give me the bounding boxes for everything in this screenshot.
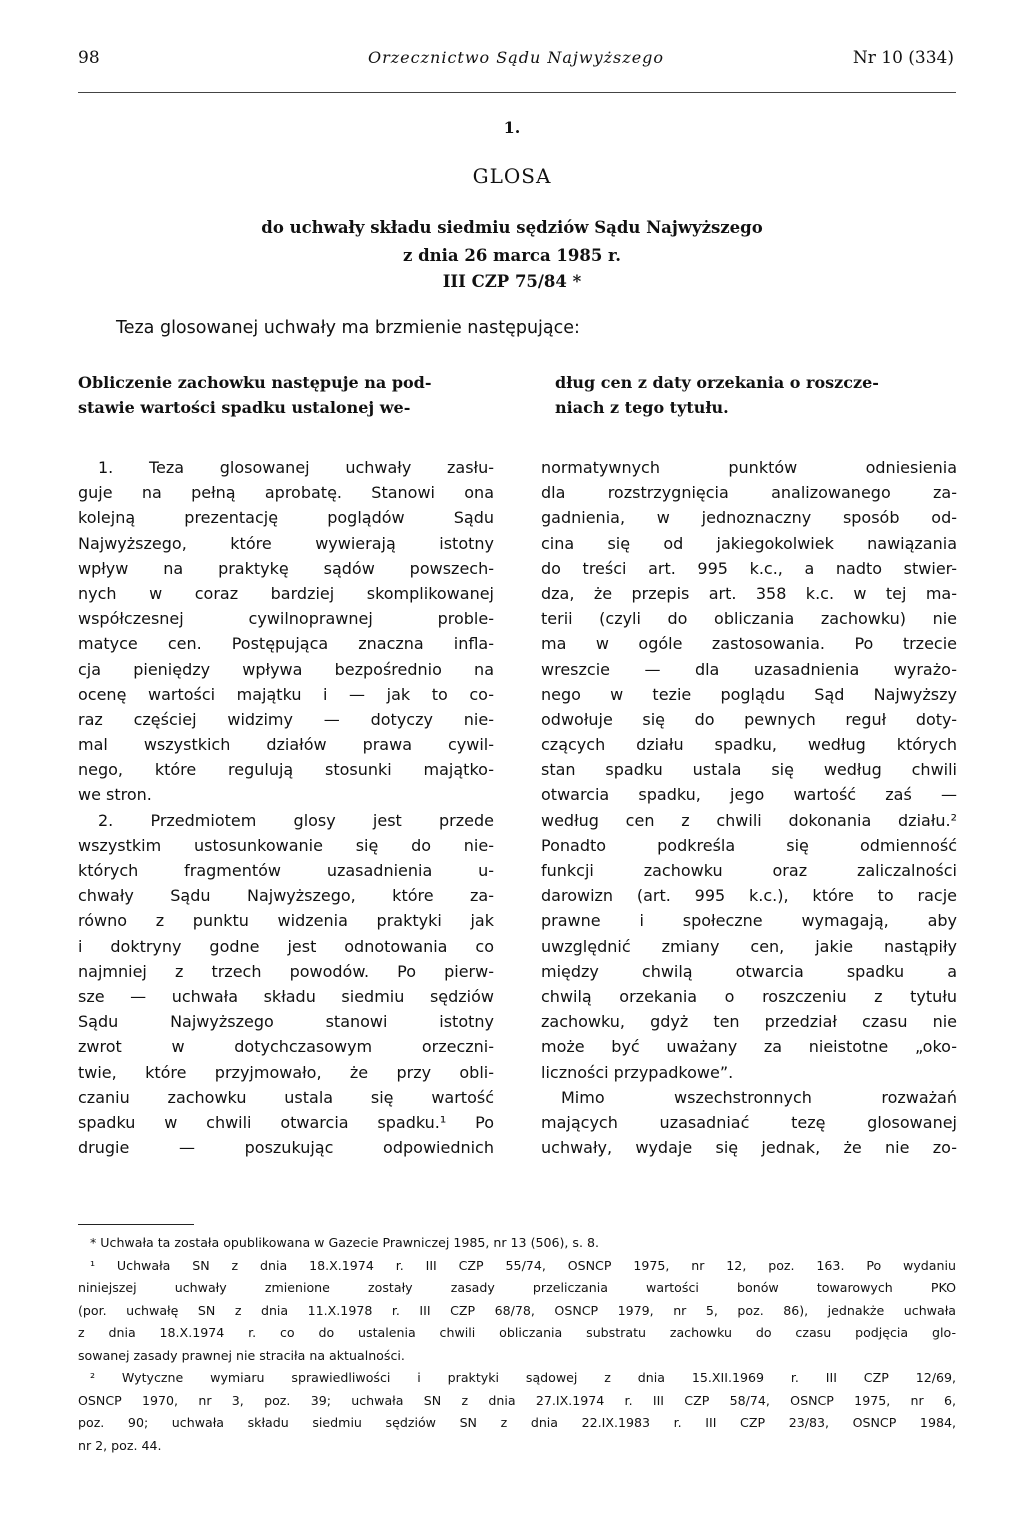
article-title: GLOSA: [472, 164, 552, 188]
section-number: 1.: [503, 118, 521, 137]
intro-line: Teza glosowanej uchwały ma brzmienie następujące:: [116, 318, 580, 338]
body-line: dla rozstrzygnięcia analizowanego za-: [541, 483, 957, 503]
footnote-rule: [78, 1224, 194, 1225]
body-line: równo z punktu widzenia praktyki jak: [78, 911, 494, 931]
body-line: Mimo wszechstronnych rozważań: [561, 1087, 957, 1107]
body-line: kolejną prezentację poglądów Sądu: [78, 508, 494, 528]
body-line: prawne i społeczne wymagają, aby: [541, 911, 957, 931]
thesis-line: stawie wartości spadku ustalonej we-: [78, 398, 411, 417]
body-line: matyce cen. Postępująca znaczna infla-: [78, 634, 494, 654]
body-line: odwołuje się do pewnych reguł doty-: [541, 709, 957, 729]
footnote-line: OSNCP 1970, nr 3, poz. 39; uchwała SN z dnia 27.IX.1974 r. III CZP 58/74, OSNCP 1975, nr 6,: [78, 1392, 956, 1408]
footnote-line: poz. 90; uchwała składu siedmiu sędziów SN z dnia 22.IX.1983 r. III CZP 23/83, OSNCP 1984,: [78, 1415, 956, 1430]
thesis-line: Obliczenie zachowku następuje na pod-: [78, 373, 432, 392]
body-left-column: [78, 455, 494, 1160]
footnote-line: nr 2, poz. 44.: [78, 1437, 162, 1453]
header-rule: [78, 92, 956, 93]
thesis-line: dług cen z daty orzekania o roszcze-: [555, 373, 879, 392]
body-line: czaniu zachowku ustala się wartość: [78, 1087, 494, 1107]
body-line: najmniej z trzech powodów. Po pierw-: [78, 961, 494, 981]
body-line: może być uważany za nieistotne „oko-: [541, 1037, 957, 1057]
case-reference: III CZP 75/84 *: [442, 272, 582, 291]
body-line: liczności przypadkowe”.: [541, 1062, 734, 1082]
body-line: Najwyższego, które wywierają istotny: [78, 533, 494, 553]
body-line: 2. Przedmiotem glosy jest przede: [98, 810, 494, 830]
body-line: i doktryny godne jest odnotowania co: [78, 936, 494, 956]
footnote-line: niniejszej uchwały zmienione zostały zasady przeliczania wartości bonów towarowych PKO: [78, 1280, 956, 1295]
body-line: funkcji zachowku oraz zaliczalności: [541, 861, 957, 880]
body-line: Sądu Najwyższego stanowi istotny: [78, 1012, 494, 1032]
footnote-line: z dnia 18.X.1974 r. co do ustalenia chwili obliczania substratu zachowku do czasu podjęcia glo-: [78, 1325, 956, 1340]
body-line: nych w coraz bardziej skomplikowanej: [78, 583, 494, 603]
body-line: ma w ogóle zastosowania. Po trzecie: [541, 634, 957, 654]
body-line: chwały Sądu Najwyższego, które za-: [78, 886, 494, 906]
page-number: 98: [78, 48, 100, 68]
thesis-right-column: [555, 370, 955, 420]
body-line: uwzględnić zmiany cen, jakie nastąpiły: [541, 936, 957, 956]
journal-title: Orzecznictwo Sądu Najwyższego: [367, 48, 665, 67]
body-line: według cen z chwili dokonania działu.²: [541, 810, 957, 830]
body-line: mających uzasadniać tezę glosowanej: [541, 1112, 957, 1132]
running-header: [78, 48, 954, 74]
body-line: mal wszystkich działów prawa cywil-: [78, 735, 494, 755]
footnote-line: * Uchwała ta została opublikowana w Gazecie Prawniczej 1985, nr 13 (506), s. 8.: [90, 1235, 600, 1250]
subtitle-line: do uchwały składu siedmiu sędziów Sądu Najwyższego: [261, 218, 763, 237]
body-line: których fragmentów uzasadnienia u-: [78, 861, 494, 880]
body-line: cja pieniędzy wpływa bezpośrednio na: [78, 659, 494, 679]
footnote-line: (por. uchwałę SN z dnia 11.X.1978 r. III CZP 68/78, OSNCP 1979, nr 5, poz. 86), jednakże uchwała: [78, 1302, 956, 1318]
body-line: sze — uchwała składu siedmiu sędziów: [78, 986, 494, 1006]
body-line: uchwały, wydaje się jednak, że nie zo-: [541, 1138, 957, 1158]
footnotes: [78, 1232, 956, 1457]
body-line: wpływ na praktykę sądów powszech-: [78, 558, 494, 578]
footnote-line: ² Wytyczne wymiaru sprawiedliwości i praktyki sądowej z dnia 15.XII.1969 r. III CZP 12/69,: [90, 1370, 956, 1385]
thesis-line: niach z tego tytułu.: [555, 398, 729, 417]
body-line: raz częściej widzimy — dotyczy nie-: [78, 709, 494, 729]
issue-number: Nr 10 (334): [852, 48, 954, 68]
body-line: terii (czyli do obliczania zachowku) nie: [541, 609, 957, 629]
body-line: drugie — poszukując odpowiednich: [78, 1138, 494, 1158]
body-line: ocenę wartości majątku i — jak to co-: [78, 684, 494, 704]
footnote-line: sowanej zasady prawnej nie straciła na aktualności.: [78, 1347, 405, 1363]
body-line: zwrot w dotychczasowym orzeczni-: [78, 1037, 494, 1057]
footnote-line: ¹ Uchwała SN z dnia 18.X.1974 r. III CZP 55/74, OSNCP 1975, nr 12, poz. 163. Po wydaniu: [90, 1257, 956, 1273]
body-line: otwarcia spadku, jego wartość zaś —: [541, 785, 957, 805]
body-line: czących działu spadku, według których: [541, 735, 957, 755]
body-line: nego, które regulują stosunki majątko-: [78, 760, 494, 780]
body-line: 1. Teza glosowanej uchwały zasłu-: [98, 458, 494, 477]
body-line: współczesnej cywilnoprawnej proble-: [78, 609, 494, 629]
body-line: dza, że przepis art. 358 k.c. w tej ma-: [541, 583, 957, 603]
body-line: normatywnych punktów odniesienia: [541, 458, 957, 477]
body-right-column: [541, 455, 957, 1160]
body-line: spadku w chwili otwarcia spadku.¹ Po: [78, 1112, 494, 1132]
body-line: darowizn (art. 995 k.c.), które to racje: [541, 886, 957, 906]
body-line: zachowku, gdyż ten przedział czasu nie: [541, 1012, 957, 1032]
body-line: cina się od jakiegokolwiek nawiązania: [541, 533, 957, 553]
body-line: wreszcie — dla uzasadnienia wyrażo-: [541, 659, 957, 679]
body-line: chwilą orzekania o roszczeniu z tytułu: [541, 986, 957, 1006]
body-line: gadnienia, w jednoznaczny sposób od-: [541, 508, 957, 528]
body-line: twie, które przyjmowało, że przy obli-: [78, 1062, 494, 1082]
body-line: we stron.: [78, 785, 152, 805]
body-line: nego w tezie poglądu Sąd Najwyższy: [541, 684, 957, 704]
body-line: guje na pełną aprobatę. Stanowi ona: [78, 483, 494, 503]
body-line: między chwilą otwarcia spadku a: [541, 961, 957, 981]
body-line: stan spadku ustala się według chwili: [541, 760, 957, 780]
body-line: wszystkim ustosunkowanie się do nie-: [78, 835, 494, 855]
body-line: do treści art. 995 k.c., a nadto stwier-: [541, 558, 957, 578]
subtitle-line: z dnia 26 marca 1985 r.: [403, 246, 621, 265]
thesis-left-column: [78, 370, 498, 420]
body-line: Ponadto podkreśla się odmienność: [541, 835, 957, 855]
